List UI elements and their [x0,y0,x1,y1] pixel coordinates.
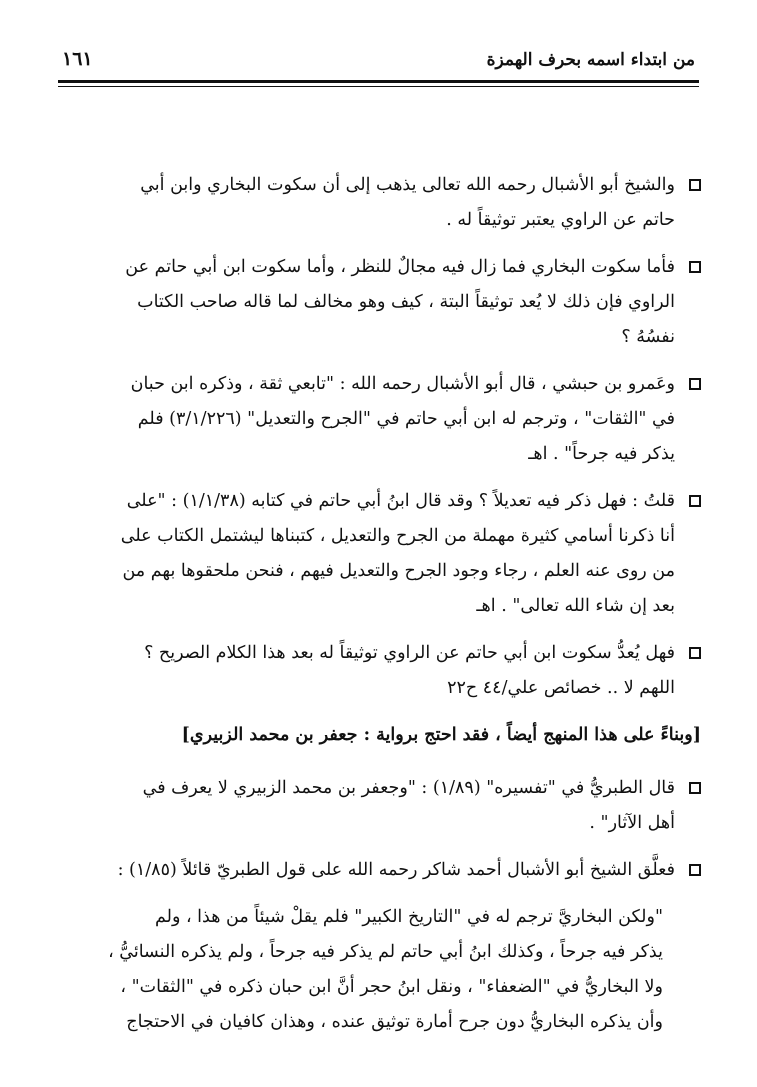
paragraph [58,484,701,624]
text-line: قلتُ : فهل ذكر فيه تعديلاً ؟ وقد قال ابنُ أبي حاتم في كتابه (١/١/٣٨) : "على [126,491,675,511]
checkbox-icon [689,495,701,507]
paragraph [58,636,701,706]
text-line: حاتم عن الراوي يعتبر توثيقاً له . [446,210,675,230]
section-heading: [وبناءً على هذا المنهج أيضاً ، فقد احتج برواية : جعفر بن محمد الزبيري] [181,725,701,745]
header-rule-thick [58,80,699,83]
page-body [58,168,701,1040]
text-line: من روى عنه العلم ، رجاء وجود الجرح والتعديل فيهم ، فنحن ملحقوها بهم من [122,561,675,581]
quotation-block [58,900,701,1040]
quote-line: ولا البخاريُّ في "الضعفاء" ، ونقل ابنُ حجر أنَّ ابن حبان ذكره في "الثقات" ، [120,977,663,997]
text-line: أنا ذكرنا أسامي كثيرة مهملة من الجرح والتعديل ، كتبناها ليشتمل الكتاب على [120,526,675,546]
text-line: فهل يُعدُّ سكوت ابن أبي حاتم عن الراوي توثيقاً له بعد هذا الكلام الصريح ؟ [144,643,675,663]
text-line: الراوي فإن ذلك لا يُعد توثيقاً البتة ، كيف وهو مخالف لما قاله صاحب الكتاب [137,292,675,312]
paragraph [58,367,701,472]
checkbox-icon [689,261,701,273]
quote-line: "ولكن البخاريَّ ترجم له في "التاريخ الكبير" فلم يقلْ شيئاً من هذا ، ولم [154,907,663,927]
text-line: فعلَّق الشيخ أبو الأشبال أحمد شاكر رحمه الله على قول الطبريّ قائلاً (١/٨٥) : [117,860,675,880]
text-line: فأما سكوت البخاري فما زال فيه مجالٌ للنظر ، وأما سكوت ابن أبي حاتم عن [125,257,675,277]
quote-line: وأن يذكره البخاريُّ دون جرح أمارة توثيق عنده ، وهذان كافيان في الاحتجاج [126,1012,663,1032]
text-line: اللهم لا .. خصائص علي/٤٤ ح٢٢ [447,678,675,698]
checkbox-icon [689,782,701,794]
running-title: من ابتداء اسمه بحرف الهمزة [486,50,695,70]
text-line: في "الثقات" ، وترجم له ابن أبي حاتم في "الجرح والتعديل" (٣/١/٢٢٦) فلم [137,409,675,429]
text-line: بعد إن شاء الله تعالى" . اهـ [476,596,675,616]
text-line: يذكر فيه جرحاً" . اهـ [528,444,675,464]
paragraph [58,853,701,888]
checkbox-icon [689,378,701,390]
text-line: أهل الآثار" . [589,813,675,833]
quote-line: يذكر فيه جرحاً ، وكذلك ابنُ أبي حاتم لم يذكر فيه جرحاً ، ولم يذكره النسائيُّ ، [108,942,663,962]
text-line: وعَمرو بن حبشي ، قال أبو الأشبال رحمه الله : "تابعي ثقة ، وذكره ابن حبان [130,374,675,394]
paragraph [58,771,701,841]
checkbox-icon [689,864,701,876]
text-line: نفسُهُ ؟ [621,327,675,347]
paragraph [58,168,701,238]
page-header [58,40,699,88]
checkbox-icon [689,179,701,191]
paragraph [58,250,701,355]
checkbox-icon [689,647,701,659]
header-rule-thin [58,86,699,87]
text-line: والشيخ أبو الأشبال رحمه الله تعالى يذهب إلى أن سكوت البخاري وابن أبي [140,175,675,195]
text-line: قال الطبريُّ في "تفسيره" (١/٨٩) : "وجعفر بن محمد الزبيري لا يعرف في [142,778,675,798]
page-number: ١٦١ [62,48,93,70]
